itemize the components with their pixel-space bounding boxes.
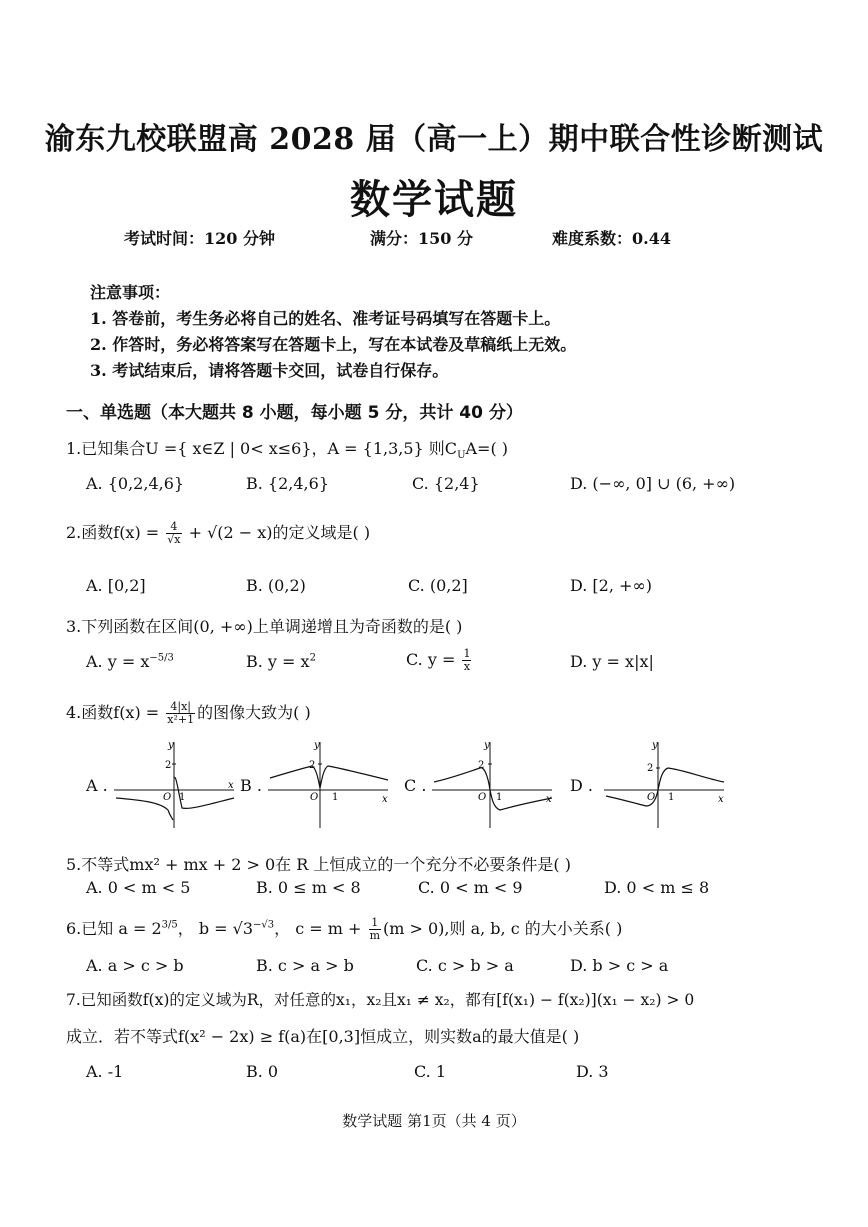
q4-graph-d	[600, 738, 728, 830]
q4-frac-num: 4|x|	[166, 701, 195, 714]
q6-stem-a: 6.已知 a = 2	[66, 919, 162, 938]
q3-option-b	[246, 652, 316, 671]
curve	[270, 766, 388, 788]
section-title: 一、单选题（本大题共 8 小题，每小题 5 分，共计 40 分）	[66, 403, 523, 423]
note-item: 1. 答卷前，考生务必将自己的姓名、准考证号码填写在答题卡上。	[90, 309, 561, 328]
tick-1-label: 1	[668, 792, 675, 803]
q7-option-c: C. 1	[414, 1062, 447, 1081]
q3-option-b-exp: 2	[309, 652, 316, 664]
q3-option-c	[406, 648, 473, 673]
q4-stem-post: 的图像大致为( )	[197, 703, 311, 722]
q4-fraction	[166, 701, 195, 726]
q2-option-b: B. (0,2)	[246, 576, 306, 595]
q3-option-a-exp: −5/3	[149, 652, 174, 664]
q6-stem-c: ， c = m +	[274, 919, 367, 938]
q1-stem-tail: A=( )	[465, 439, 509, 458]
question-5-stem: 5.不等式mx² + mx + 2 > 0在 R 上恒成立的一个充分不必要条件是( )	[66, 855, 571, 874]
q2-option-a: A. [0,2]	[86, 576, 146, 595]
question-4-stem	[66, 700, 311, 726]
q6-fraction	[369, 917, 381, 942]
axis-x-label: x	[382, 794, 388, 805]
q1-option-c: C. {2,4}	[412, 474, 480, 493]
q5-option-d: D. 0 < m ≤ 8	[604, 878, 710, 897]
axis-y-label: y	[652, 740, 658, 751]
note-item: 2. 作答时，务必将答案写在答题卡上，写在本试卷及草稿纸上无效。	[90, 335, 577, 354]
q1-stem-sub: U	[457, 450, 466, 462]
q5-option-c: C. 0 < m < 9	[418, 878, 523, 897]
exam-score: 满分：150 分	[370, 229, 473, 248]
q4-stem-pre: 4.函数f(x) =	[66, 703, 165, 722]
exam-title: 渝东九校联盟高 2028 届（高一上）期中联合性诊断测试	[44, 122, 824, 157]
q7-option-a: A. -1	[86, 1062, 124, 1081]
q3-option-c-text: C. y =	[406, 650, 461, 669]
q6-option-d: D. b > c > a	[570, 956, 669, 975]
q7-option-b: B. 0	[246, 1062, 279, 1081]
q6-frac-num: 1	[369, 917, 381, 930]
axis-y-label: y	[168, 740, 174, 751]
q2-option-c: C. (0,2]	[408, 576, 468, 595]
axis-y-label: y	[484, 740, 490, 751]
q2-stem-post: + √(2 − x)的定义域是( )	[183, 523, 371, 542]
q7-option-d: D. 3	[576, 1062, 609, 1081]
q4-option-d-label: D .	[570, 776, 593, 795]
q2-fraction	[166, 521, 181, 546]
origin-label: O	[647, 792, 656, 803]
tick-1-label: 1	[496, 792, 503, 803]
tick-2-label: 2	[478, 760, 485, 771]
tick-1-label: 1	[332, 792, 339, 803]
note-item: 3. 考试结束后，请将答题卡交回，试卷自行保存。	[90, 361, 449, 380]
question-7-line-1: 7.已知函数f(x)的定义域为R，对任意的x₁，x₂且x₁ ≠ x₂，都有[f(x₁) − f(x₂)](x₁ − x₂) > 0	[66, 991, 695, 1009]
q6-stem-b: ， b = √3	[177, 919, 254, 938]
q6-stem-d: (m > 0),则 a, b, c 的大小关系( )	[383, 919, 623, 938]
q6-sup-a: 3/5	[161, 919, 178, 931]
curve	[434, 768, 552, 810]
subject-title: 数学试题	[350, 176, 518, 223]
exam-difficulty: 难度系数：0.44	[552, 229, 671, 248]
tick-1-label: 1	[179, 792, 186, 803]
q1-option-d: D. (−∞, 0] ∪ (6, +∞)	[570, 474, 736, 493]
q4-option-b-label: B .	[240, 776, 262, 795]
q5-option-b: B. 0 ≤ m < 8	[256, 878, 361, 897]
question-6-stem	[66, 916, 622, 942]
tick-2-label: 2	[647, 763, 654, 774]
q1-option-a: A. {0,2,4,6}	[86, 474, 185, 493]
q5-option-a: A. 0 < m < 5	[86, 878, 191, 897]
axis-x-label: x	[546, 794, 552, 805]
origin-label: O	[478, 792, 487, 803]
q6-sup-b: −√3	[253, 919, 275, 931]
q2-option-d: D. [2, +∞)	[570, 576, 652, 595]
page-footer: 数学试题 第1页（共 4 页）	[342, 1112, 526, 1130]
q3-option-c-den: x	[463, 660, 471, 673]
question-7-line-2: 成立．若不等式f(x² − 2x) ≥ f(a)在[0,3]恒成立，则实数a的最大值是( )	[66, 1027, 580, 1046]
q2-frac-num: 4	[166, 521, 181, 534]
question-3-stem: 3.下列函数在区间(0, +∞)上单调递增且为奇函数的是( )	[66, 617, 463, 636]
q2-frac-den: √x	[167, 533, 181, 546]
q1-stem-main: 1.已知集合U ={ x∈Z | 0< x≤6}，A = {1,3,5} 则C	[66, 439, 458, 458]
curve	[606, 768, 724, 806]
question-1-stem	[66, 436, 508, 461]
q3-option-a	[86, 652, 174, 671]
q4-option-c-label: C .	[404, 776, 427, 795]
axis-y-label: y	[314, 740, 320, 751]
origin-label: O	[163, 792, 172, 803]
q6-frac-den: m	[369, 929, 380, 942]
q2-stem-pre: 2.函数f(x) =	[66, 523, 165, 542]
q4-frac-den: x²+1	[167, 713, 195, 726]
q4-graph-a	[110, 738, 238, 830]
q1-option-b: B. {2,4,6}	[246, 474, 329, 493]
tick-2-label: 2	[165, 760, 172, 771]
q3-option-c-fraction	[462, 648, 471, 673]
axis-x-label: x	[718, 794, 724, 805]
axis-x-label: x	[228, 780, 234, 791]
q3-option-a-text: A. y = x	[86, 652, 150, 671]
q4-graph-b	[264, 738, 392, 830]
question-2-stem	[66, 520, 370, 546]
tick-2-label: 2	[309, 760, 316, 771]
q3-option-b-text: B. y = x	[246, 652, 310, 671]
q6-option-a: A. a > c > b	[86, 956, 184, 975]
q3-option-c-num: 1	[463, 647, 471, 660]
origin-label: O	[310, 792, 319, 803]
q6-option-c: C. c > b > a	[416, 956, 514, 975]
q6-option-b: B. c > a > b	[256, 956, 354, 975]
q3-option-d: D. y = x|x|	[570, 652, 654, 671]
exam-time: 考试时间：120 分钟	[124, 229, 275, 248]
q4-graph-c	[428, 738, 556, 830]
q4-option-a-label: A .	[86, 776, 108, 795]
notes-heading: 注意事项：	[90, 283, 171, 302]
